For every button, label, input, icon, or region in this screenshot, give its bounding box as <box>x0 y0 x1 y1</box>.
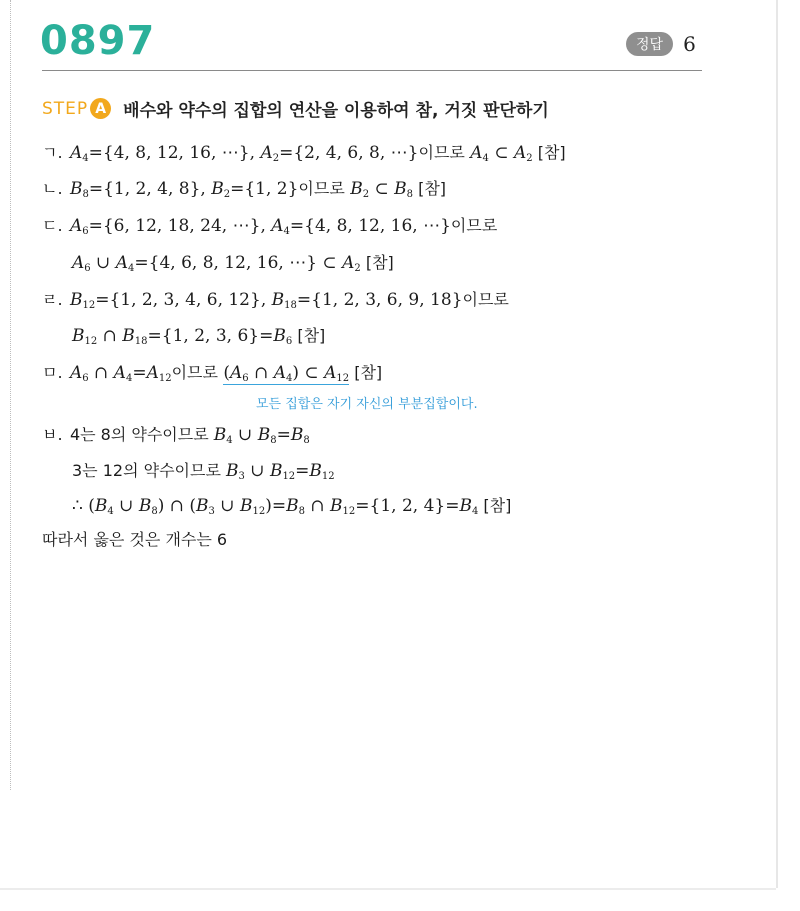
item-n: ㄴ. $B_8=\{1$, 2, 4, 8}, $B_2=\{1$, 2}이므로 $B_2$ ⊂ $B_8$ [참] <box>42 179 447 200</box>
step-label: STEP <box>42 98 89 119</box>
step-letter-badge: A <box>90 98 111 119</box>
underlined-expression: ($A_6$ ∩ $A_4$) ⊂ $A_{12}$ <box>223 363 350 384</box>
marker-g: ㄱ. <box>42 143 63 162</box>
answer-badge: 정답 <box>626 32 673 56</box>
answer-area <box>626 32 696 56</box>
item-g: ㄱ. $A_4=\{4$, 8, 12, 16, ⋯}, $A_2=\{2$, 4, 6, 8, ⋯}이므로 $A_4$ ⊂ $A_2$ [참] <box>42 143 566 164</box>
step-title: 배수와 약수의 집합의 연산을 이용하여 참, 거짓 판단하기 <box>123 101 549 121</box>
marker-n: ㄴ. <box>42 179 63 198</box>
item-b-line2: 3는 12의 약수이므로 $B_3$ ∪ $B_{12}=B_{12}$ <box>72 461 335 482</box>
problem-number: 0897 <box>40 18 156 64</box>
step-heading <box>42 96 549 121</box>
dotted-margin-line <box>10 0 11 790</box>
marker-d: ㄷ. <box>42 216 63 235</box>
item-r-line2: $B_{12}$ ∩ $B_{18}=\{1$, 2, 3, $6\}=B_6$ [참] <box>72 326 326 347</box>
header-rule <box>42 70 702 71</box>
item-b-line3: ∴ ($B_4$ ∪ $B_8$) ∩ ($B_3$ ∪ $B_{12})=B_8$ ∩ $B_{12}=\{1$, 2, $4\}=B_4$ [참] <box>72 496 512 517</box>
item-d-line1: ㄷ. $A_6=\{6$, 12, 18, 24, ⋯}, $A_4=\{4$, 8, 12, 16, ⋯}이므로 <box>42 216 498 237</box>
answer-value: 6 <box>683 32 696 56</box>
item-b-line1: ㅂ. 4는 8의 약수이므로 $B_4$ ∪ $B_8=B_8$ <box>42 425 310 446</box>
marker-m: ㅁ. <box>42 363 63 382</box>
marker-b: ㅂ. <box>42 425 63 444</box>
item-m: ㅁ. $A_6$ ∩ $A_4=A_{12}$이므로 ($A_6$ ∩ $A_4$) ⊂ $A_{12}$ [참] <box>42 363 383 384</box>
item-d-line2: $A_6$ ∪ $A_4=\{4$, 6, 8, 12, 16, ⋯} ⊂ $A_2$ [참] <box>72 253 394 274</box>
marker-r: ㄹ. <box>42 290 63 309</box>
item-r-line1: ㄹ. $B_{12}=\{1$, 2, 3, 4, 6, 12}, $B_{18}=\{1$, 2, 3, 6, 9, 18}이므로 <box>42 290 509 311</box>
conclusion: 따라서 옳은 것은 개수는 6 <box>42 530 228 549</box>
note-text: 모든 집합은 자기 자신의 부분집합이다. <box>256 397 478 412</box>
